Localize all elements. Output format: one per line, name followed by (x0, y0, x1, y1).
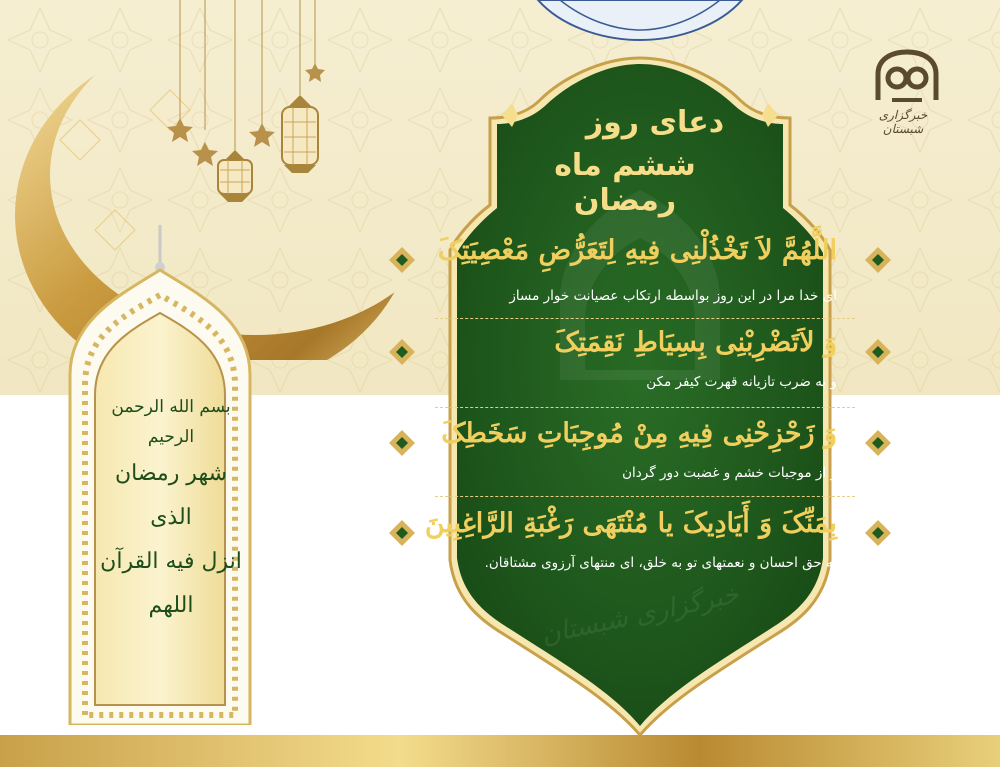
prayer-row-2 (395, 327, 885, 412)
dashed-divider (435, 496, 855, 497)
logo-text: خبرگزاری شبستان (878, 108, 928, 136)
verse-line-3: اللهم (148, 593, 194, 618)
prayer-row-4 (395, 508, 885, 593)
prayer-row-1 (395, 235, 885, 320)
dashed-divider (435, 407, 855, 408)
arabic-verse: بِمَنِّکَ وَ أَیَادِیکَ یا مُنْتَهَی رَغْبَةِ الرَّاغِبِینَ (424, 508, 837, 539)
diamond-ornament-left (387, 428, 417, 458)
basmala-text: بسم الله الرحمن الرحیم (111, 397, 231, 447)
verse-line-2: انزل فیه القرآن (100, 549, 242, 574)
panel-title-line-1: دعای روز (585, 105, 725, 140)
panel-watermark: خبرگزاری شبستان (538, 579, 742, 651)
persian-translation: ای خدا مرا در این روز بواسطه ارتکاب عصیانت خوار مساز (509, 288, 837, 304)
diamond-ornament-right (863, 518, 893, 548)
diamond-ornament-right (863, 337, 893, 367)
arabic-verse: اللَّهُمَّ لاَ تَخْذُلْنِی فِیهِ لِتَعَرُّضِ مَعْصِیَتِکَ (437, 235, 837, 266)
diamond-ornament-right (863, 428, 893, 458)
diamond-ornament-right (863, 245, 893, 275)
arabic-verse: وَ لاَتَضْرِبْنِی بِسِیَاطِ نَقِمَتِکَ (554, 327, 837, 358)
persian-translation: به حق احسان و نعمتهای تو به خلق، ای منتهای آرزوی مشتاقان. (484, 555, 837, 571)
dashed-divider (435, 318, 855, 319)
arabic-verse: وَ زَحْزِحْنِی فِیهِ مِنْ مُوجِبَاتِ سَخَطِکَ (441, 418, 837, 449)
verse-line-1: شهر رمضان الذی (114, 461, 228, 530)
persian-translation: و از موجبات خشم و غضبت دور گردان (622, 465, 837, 481)
diamond-ornament-left (387, 337, 417, 367)
diamond-ornament-left (387, 518, 417, 548)
diamond-ornament-left (387, 245, 417, 275)
shabestan-logo-icon (872, 48, 942, 106)
bottom-gold-band (0, 735, 1000, 767)
persian-translation: و به ضرب تازیانه قهرت کیفر مکن (646, 374, 837, 390)
panel-title-line-2: ششم ماه رمضان (554, 148, 696, 218)
prayer-row-3 (395, 418, 885, 503)
